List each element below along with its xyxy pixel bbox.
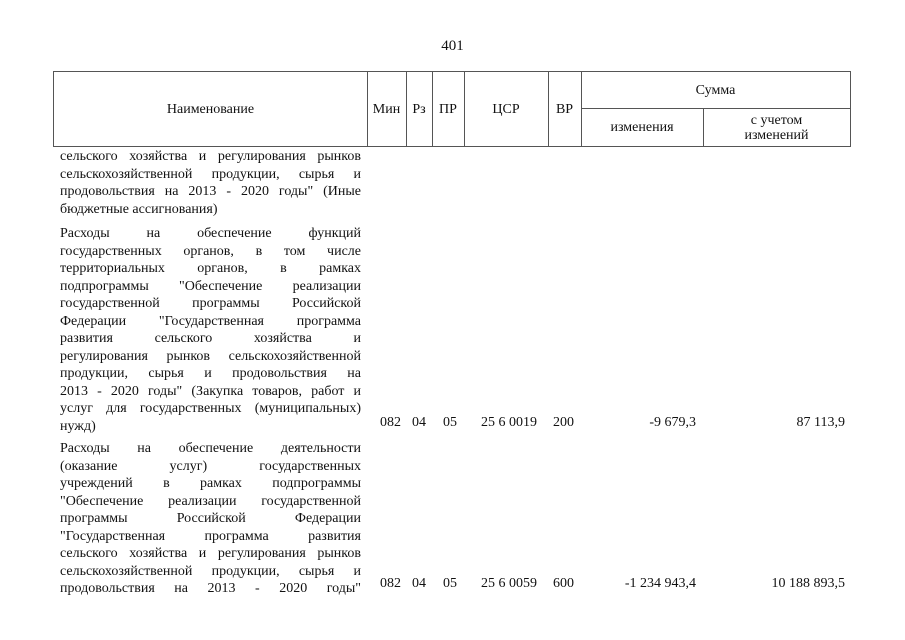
row-name-line: Федерации "Государственная программа [60, 313, 361, 329]
cell-csr: 25 6 0019 [481, 415, 537, 430]
row-name-line: подпрограммы "Обеспечение реализации [60, 278, 361, 294]
cell-change: -9 679,3 [649, 415, 696, 430]
row-name-line: продукции, сырья и продовольствия на [60, 366, 361, 381]
header-csr: ЦСР [492, 101, 520, 117]
header-summa: Сумма [695, 83, 736, 98]
row-name-line: 2013 - 2020 годы" (Закупка товаров, работ и [60, 383, 361, 399]
row-name-line: государственной программы Российской [60, 296, 361, 311]
row-name-line: нужд) [60, 418, 96, 434]
header-with-change [703, 109, 850, 146]
row-name-line: продовольствия на 2013 - 2020 годы" [60, 581, 361, 596]
header-name: Наименование [166, 101, 255, 117]
cell-min: 082 [380, 415, 401, 430]
cell-pr: 05 [443, 576, 457, 591]
row-name-line: развития сельского хозяйства и [60, 331, 361, 346]
cell-rz: 04 [412, 415, 426, 430]
header-with-change-line2: изменений [744, 127, 809, 143]
row-name-line: Расходы на обеспечение функций [60, 226, 361, 241]
cell-total: 10 188 893,5 [771, 576, 845, 591]
row-name-line: регулирования рынков сельскохозяйственной [60, 348, 361, 364]
row-name-line: сельскохозяйственной продукции, сырья и [60, 563, 361, 579]
row-name-line: "Государственная программа развития [60, 528, 361, 544]
header-change: изменения [610, 120, 674, 135]
cell-vr: 600 [553, 576, 574, 591]
row-name-line: сельскохозяйственной продукции, сырья и [60, 166, 361, 182]
row-name-line: учреждений в рамках подпрограммы [60, 476, 361, 491]
row-name-line: "Обеспечение реализации государственной [60, 493, 361, 509]
cell-min: 082 [380, 576, 401, 591]
row-name-line: программы Российской Федерации [60, 511, 361, 526]
cell-pr: 05 [443, 415, 457, 430]
header-min: Мин [372, 101, 401, 117]
cell-total: 87 113,9 [796, 415, 845, 430]
header-rz: Рз [412, 101, 426, 117]
cell-rz: 04 [412, 576, 426, 591]
header-with-change-line1: с учетом [750, 112, 803, 128]
row-name-line: продовольствия на 2013 - 2020 годы" (Иные [60, 184, 361, 199]
row-name-line: территориальных органов, в рамках [60, 261, 361, 276]
cell-vr: 200 [553, 415, 574, 430]
row-name-line: услуг для государственных (муниципальных) [60, 401, 361, 416]
cell-csr: 25 6 0059 [481, 576, 537, 591]
row-name [60, 148, 361, 218]
row-name [60, 225, 361, 435]
row-name-line: (оказание услуг) государственных [60, 458, 361, 474]
header-vr: ВР [555, 101, 574, 117]
row-name [60, 440, 361, 598]
row-name-line: государственных органов, в том числе [60, 243, 361, 259]
table-header [53, 71, 851, 147]
row-name-line: сельского хозяйства и регулирования рынков [60, 149, 361, 164]
row-name-line: бюджетные ассигнования) [60, 201, 218, 217]
page-number: 401 [441, 38, 464, 54]
header-pr: ПР [439, 101, 457, 117]
row-name-line: Расходы на обеспечение деятельности [60, 441, 361, 456]
row-name-line: сельского хозяйства и регулирования рынков [60, 546, 361, 561]
cell-change: -1 234 943,4 [624, 576, 696, 591]
